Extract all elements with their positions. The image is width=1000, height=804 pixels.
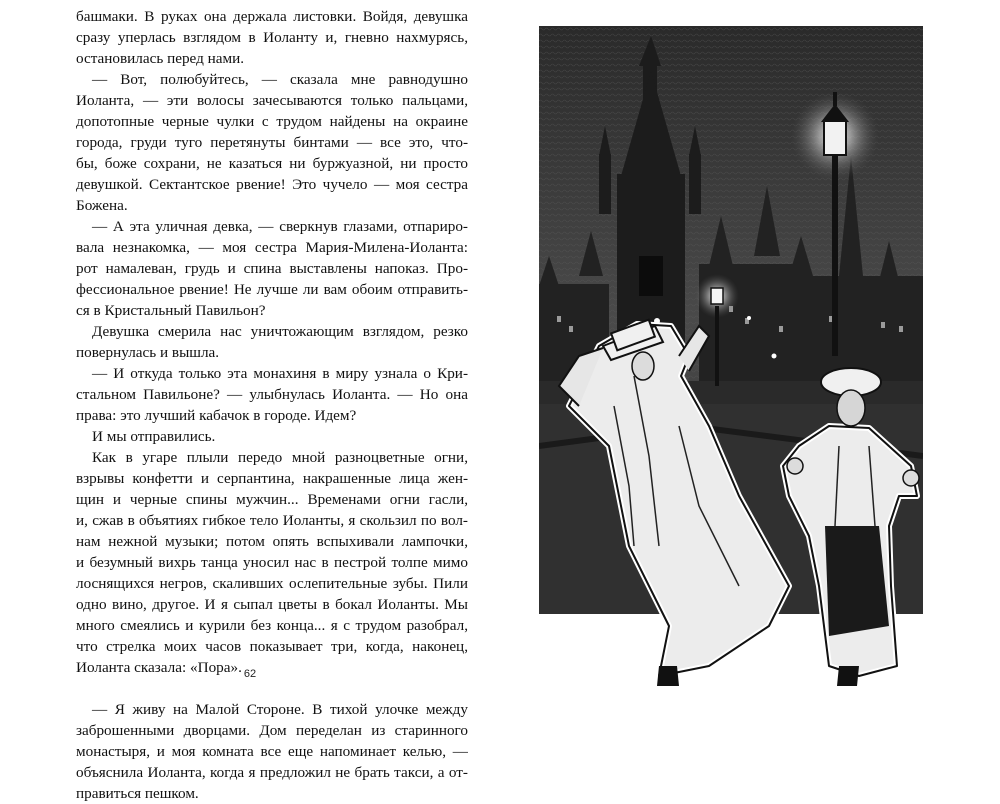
text-line: — А эта уличная девка, — сверкнув глазами, отпариро- xyxy=(92,218,468,235)
illustration-night-street-scene xyxy=(539,26,923,614)
text-line: девушкой. Сектантское рвение! Это чучело — моя сестра xyxy=(76,176,468,193)
text-line: — Вот, полюбуйтесь, — сказала мне равнодушно xyxy=(92,71,468,88)
body-text xyxy=(76,6,468,804)
text-line: башмаки. В руках она держала листовки. Войдя, девушка xyxy=(76,8,468,25)
text-line: — Я живу на Малой Стороне. В тихой улочке между xyxy=(92,701,468,718)
text-line: рот намалеван, грудь и спина выставлены напоказ. Про- xyxy=(76,260,468,277)
page-number: 62 xyxy=(243,668,257,680)
text-line: нам нежной музыки; потом опять вспыхивали лампочки, xyxy=(76,533,468,550)
text-line: Девушка смерила нас уничтожающим взглядом, резко xyxy=(92,323,468,340)
text-line: И мы отправились. xyxy=(92,428,216,445)
text-line: что стрелка моих часов показывает три, когда, наконец, xyxy=(76,638,468,655)
text-line: правиться пешком. xyxy=(76,785,199,802)
text-line: щин и черные спины мужчин... Временами огни гасли, xyxy=(76,491,468,508)
text-line: фессиональное рвение! Не лучше ли вам обоим отправить- xyxy=(76,281,468,298)
text-line: ся в Кристальный Павильон? xyxy=(76,302,266,319)
text-line: бы, боже сохрани, не казаться ни буржуазной, ни просто xyxy=(76,155,468,172)
text-line: Божена. xyxy=(76,197,128,214)
text-line: повернулась и вышла. xyxy=(76,344,220,361)
text-line: вала незнакомка, — моя сестра Мария-Милена-Иоланта: xyxy=(76,239,468,256)
text-line: — И откуда только эта монахиня в миру узнала о Кри- xyxy=(92,365,468,382)
text-line: остановилась перед нами. xyxy=(76,50,245,67)
text-line: права: это лучший кабачок в городе. Идем? xyxy=(76,407,357,424)
text-line: и, сжав в объятиях гибкое тело Иоланты, я скользил по вол- xyxy=(76,512,468,529)
text-line: стальном Павильоне? — улыбнулась Иоланта. — Но она xyxy=(76,386,468,403)
left-page xyxy=(0,0,500,802)
text-line: заброшенными дворцами. Дом переделан из старинного xyxy=(76,722,468,739)
text-line: объяснила Иоланта, когда я предложил не брать такси, а от- xyxy=(76,764,468,781)
text-line: и безумный вихрь танца уносил нас в пестрой толпе мимо xyxy=(76,554,468,571)
text-line: Иоланта, — эти волосы зачесываются только пальцами, xyxy=(76,92,468,109)
text-line: одно вино, другое. И я сыпал цветы в бокал Иоланты. Мы xyxy=(76,596,468,613)
text-line: Как в угаре плыли передо мной разноцветные огни, xyxy=(92,449,468,466)
text-line: сразу уперлась взглядом в Иоланту и, гневно нахмурясь, xyxy=(76,29,468,46)
text-line: монастыря, и моя комната все еще напоминает келью, — xyxy=(76,743,468,760)
text-line: взрывы конфетти и серпантина, накрашенные лица жен- xyxy=(76,470,468,487)
text-line: допотопные черные чулки с трудом найдены на окраине xyxy=(76,113,468,130)
paragraph-gap xyxy=(76,678,468,699)
text-line: города, груди туго перетянуты бинтами — все это, что- xyxy=(76,134,468,151)
text-line: много смеялись и курили без конца... я с трудом разобрал, xyxy=(76,617,468,634)
text-line: лоснящихся негров, скаливших ослепительные зубы. Пили xyxy=(76,575,468,592)
text-line: Иоланта сказала: «Пора». xyxy=(76,659,242,676)
illustration-svg xyxy=(539,26,923,686)
